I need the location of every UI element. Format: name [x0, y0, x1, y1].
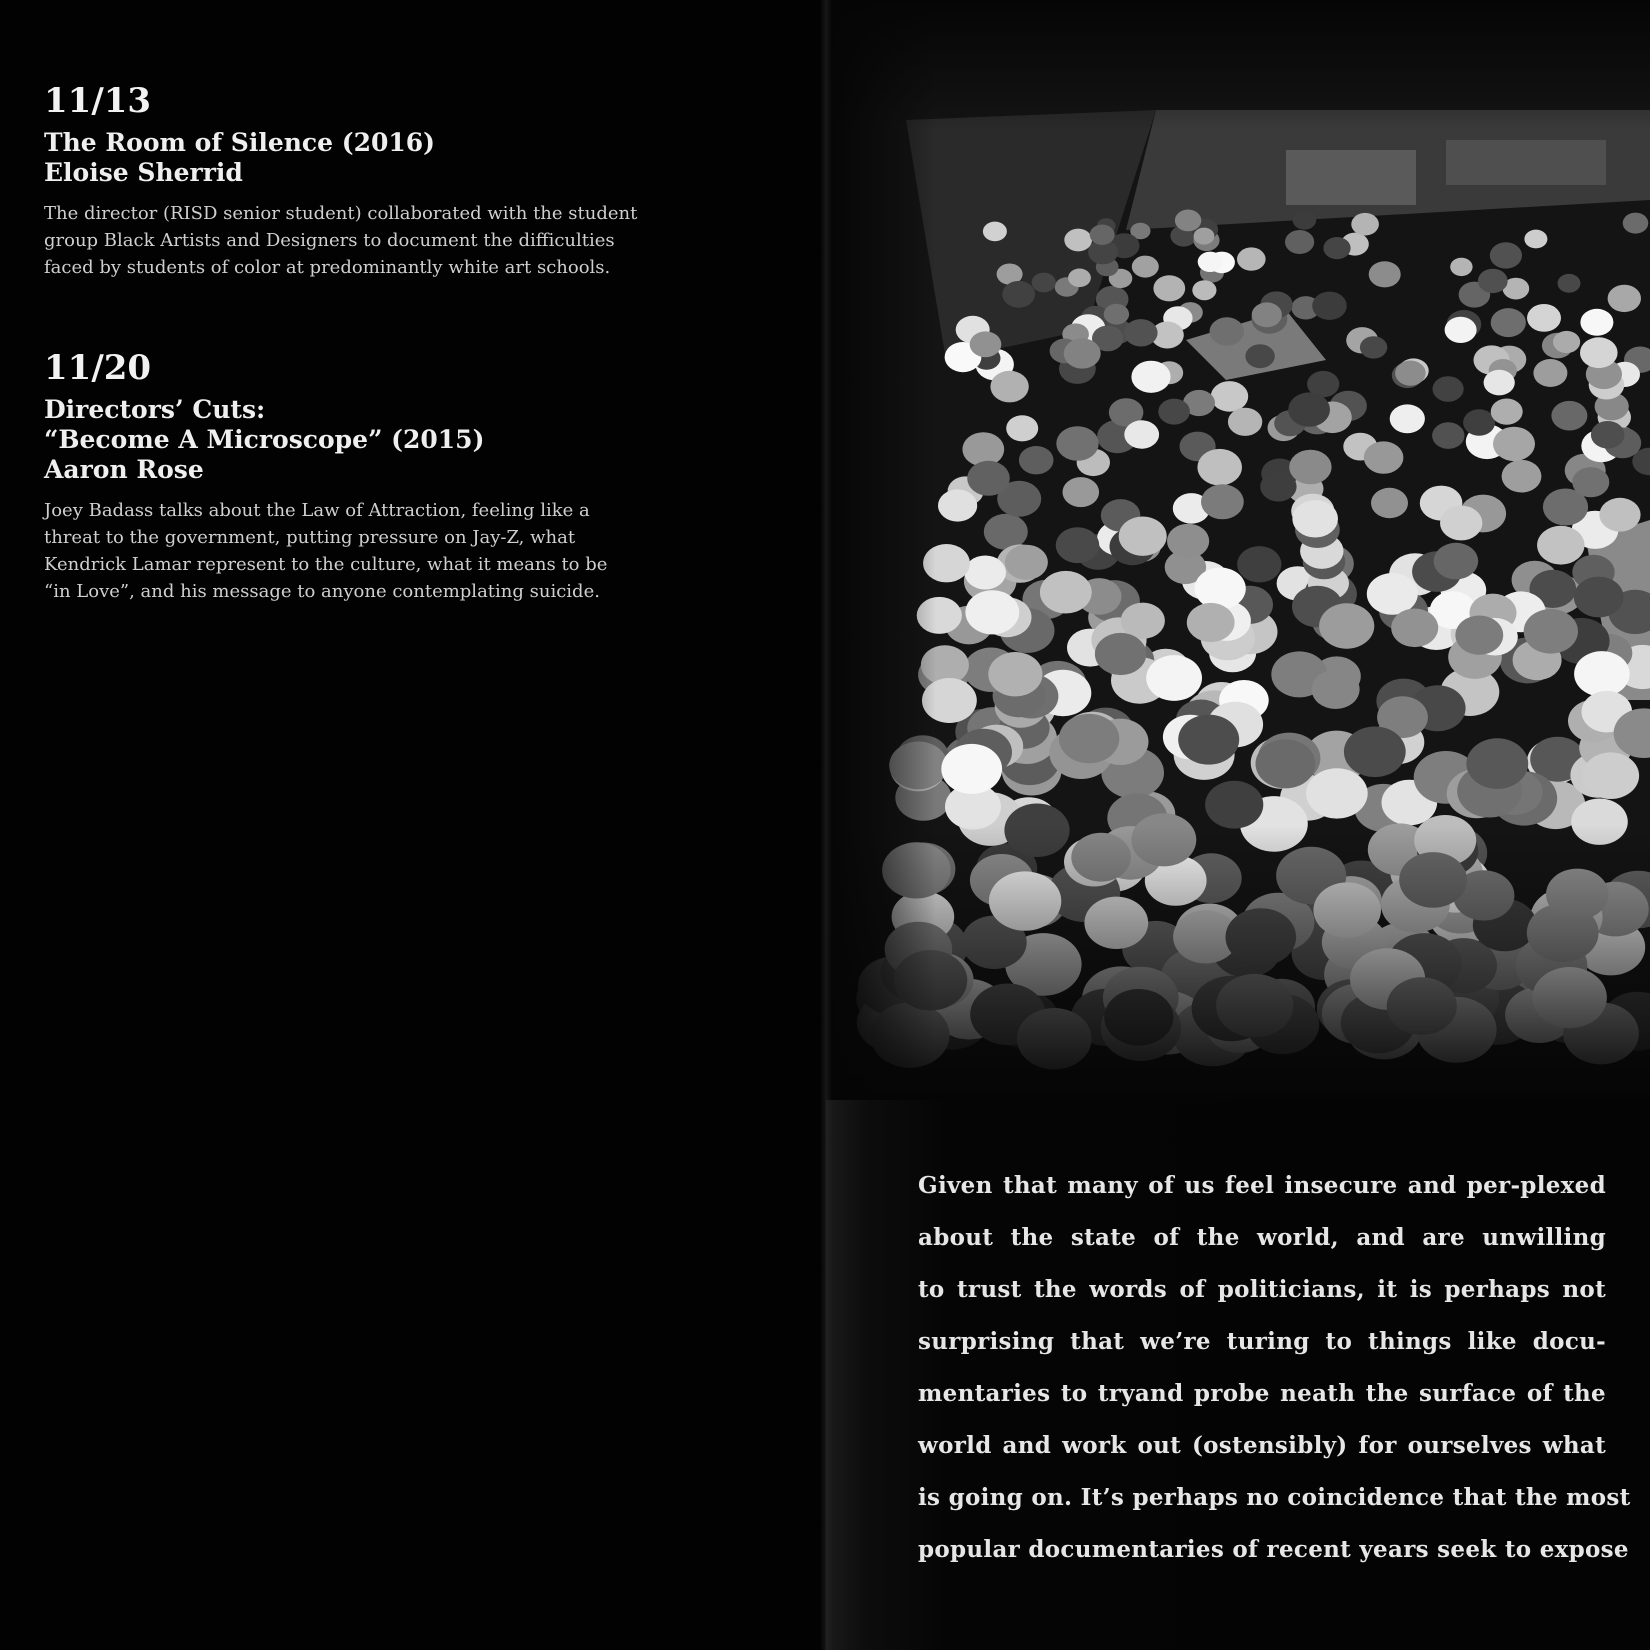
essay-line: to trust the words of politicians, it is perhaps not [918, 1276, 1606, 1303]
event-date: 11/20 [44, 348, 152, 388]
description-line: The director (RISD senior student) collaborated with the student [44, 203, 638, 224]
description-line: threat to the government, putting pressure on Jay-Z, what [44, 527, 576, 548]
essay-line: popular documentaries of recent years seek to expose [918, 1536, 1629, 1563]
essay-line: about the state of the world, and are unwilling [918, 1224, 1606, 1251]
description-line: “in Love”, and his message to anyone contemplating suicide. [44, 581, 600, 602]
photo-fade-left [826, 0, 936, 1100]
essay-line: world and work out (ostensibly) for ourselves what [918, 1432, 1606, 1459]
description-line: Kendrick Lamar represent to the culture, what it means to be [44, 554, 608, 575]
description-line: Joey Badass talks about the Law of Attraction, feeling like a [44, 500, 590, 521]
event-title-line: The Room of Silence (2016) [44, 128, 436, 157]
right-page [826, 0, 1650, 1650]
essay-line: mentaries to tryand probe neath the surface of the [918, 1380, 1606, 1407]
event-title-line: Directors’ Cuts: [44, 395, 266, 424]
event-listing [44, 347, 724, 605]
event-title [44, 395, 724, 485]
description-line: faced by students of color at predominantly white art schools. [44, 257, 611, 278]
event-title [44, 128, 724, 188]
event-date: 11/13 [44, 81, 152, 121]
event-director: Eloise Sherrid [44, 158, 243, 187]
crowd-umbrellas-photo [826, 0, 1650, 1100]
event-director: Aaron Rose [44, 455, 204, 484]
event-description [44, 200, 724, 281]
essay-line: Given that many of us feel insecure and per-plexed [918, 1172, 1606, 1199]
event-description [44, 497, 724, 605]
event-listing [44, 80, 724, 281]
photo-fade-bottom [826, 0, 1650, 1100]
essay-line: surprising that we’re turing to things like docu- [918, 1328, 1606, 1355]
essay-line: is going on. It’s perhaps no coincidence that the most [918, 1484, 1631, 1511]
event-title-line: “Become A Microscope” (2015) [44, 425, 485, 454]
essay-paragraph [918, 1160, 1631, 1576]
description-line: group Black Artists and Designers to document the difficulties [44, 230, 615, 251]
